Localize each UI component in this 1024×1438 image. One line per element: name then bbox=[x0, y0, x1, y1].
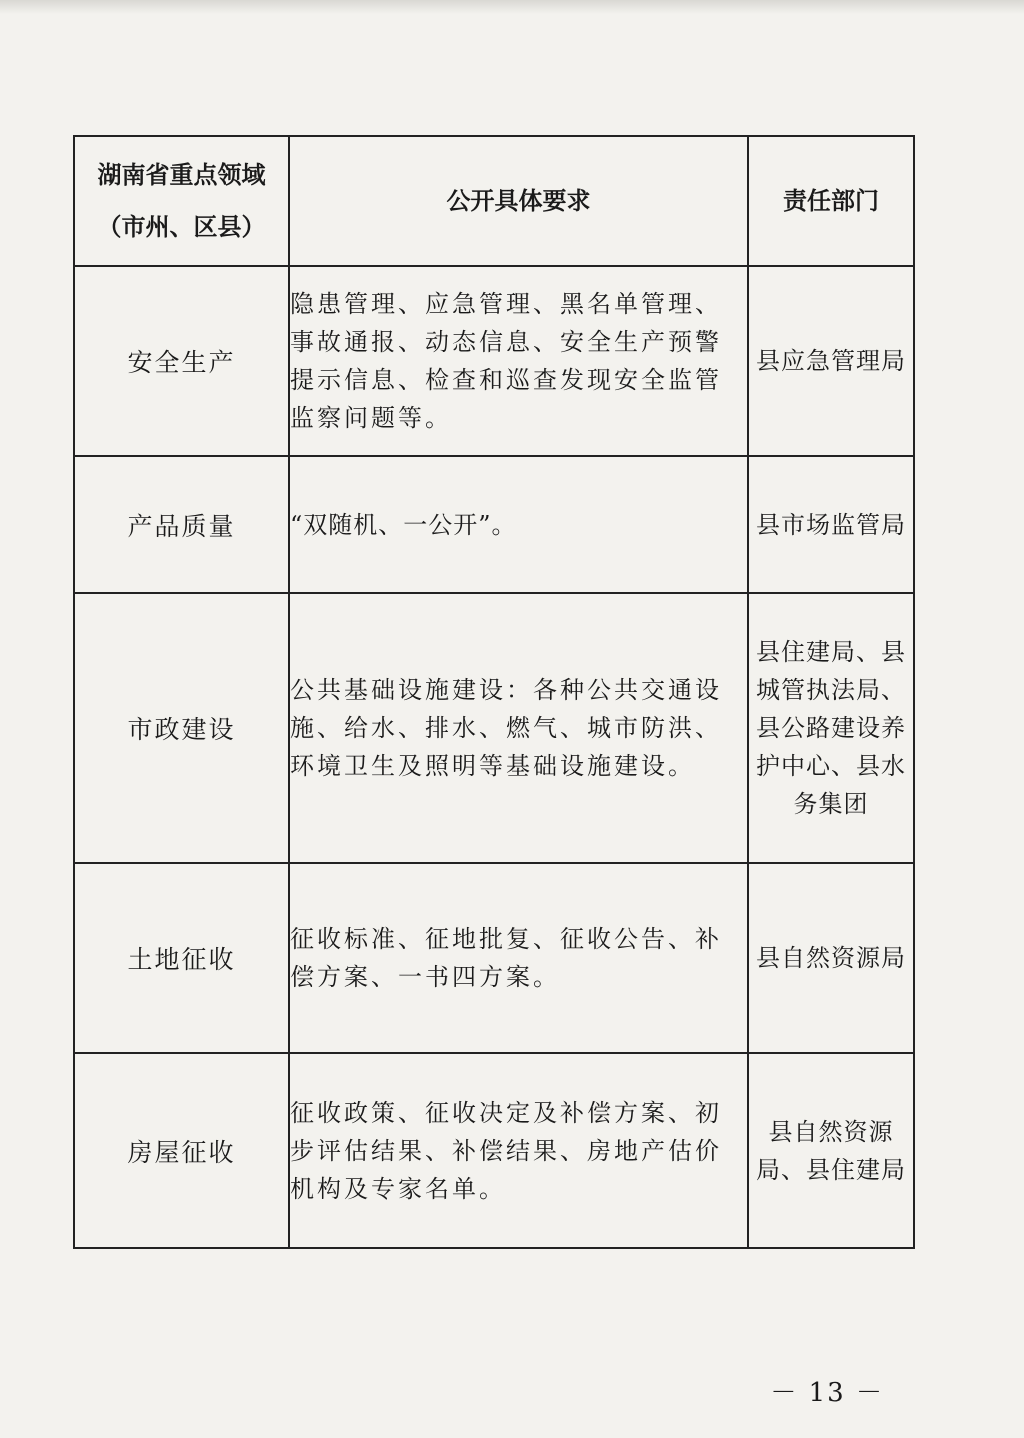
header-area-line2: （市州、区县） bbox=[97, 213, 266, 241]
header-department: 责任部门 bbox=[748, 136, 914, 266]
table-row bbox=[74, 593, 914, 863]
header-requirement: 公开具体要求 bbox=[289, 136, 748, 266]
disclosure-table bbox=[73, 135, 915, 1249]
row-department: 县应急管理局 bbox=[748, 266, 914, 456]
row-area: 土地征收 bbox=[74, 863, 289, 1053]
table-row bbox=[74, 456, 914, 593]
page-number: － 13 － bbox=[770, 1378, 884, 1408]
row-department: 县住建局、县城管执法局、县公路建设养护中心、县水务集团 bbox=[748, 593, 914, 863]
row-area: 市政建设 bbox=[74, 593, 289, 863]
scan-edge-shadow bbox=[0, 0, 1024, 14]
table-header-row bbox=[74, 136, 914, 266]
row-area: 房屋征收 bbox=[74, 1053, 289, 1248]
row-requirement: “双随机、一公开”。 bbox=[289, 456, 748, 593]
row-department: 县自然资源局、县住建局 bbox=[748, 1053, 914, 1248]
header-area-line1: 湖南省重点领域 bbox=[97, 161, 266, 189]
table-row bbox=[74, 266, 914, 456]
row-department: 县市场监管局 bbox=[748, 456, 914, 593]
row-department: 县自然资源局 bbox=[748, 863, 914, 1053]
row-area: 安全生产 bbox=[74, 266, 289, 456]
row-requirement: 征收政策、征收决定及补偿方案、初步评估结果、补偿结果、房地产估价机构及专家名单。 bbox=[289, 1053, 748, 1248]
row-requirement: 隐患管理、应急管理、黑名单管理、事故通报、动态信息、安全生产预警提示信息、检查和巡查发现安全监管监察问题等。 bbox=[289, 266, 748, 456]
row-area: 产品质量 bbox=[74, 456, 289, 593]
row-requirement: 征收标准、征地批复、征收公告、补偿方案、一书四方案。 bbox=[289, 863, 748, 1053]
header-area bbox=[74, 136, 289, 266]
row-requirement: 公共基础设施建设：各种公共交通设施、给水、排水、燃气、城市防洪、环境卫生及照明等基础设施建设。 bbox=[289, 593, 748, 863]
table-row bbox=[74, 863, 914, 1053]
table-row bbox=[74, 1053, 914, 1248]
